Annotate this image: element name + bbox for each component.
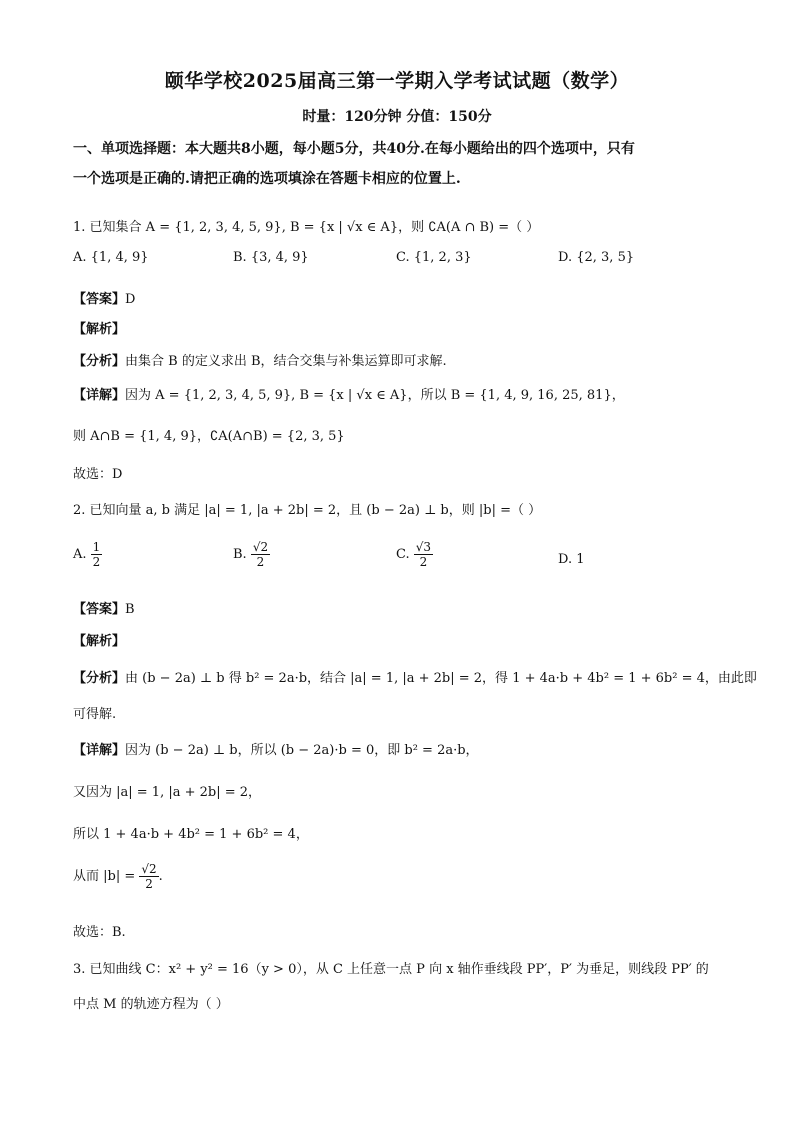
q2-answer bbox=[73, 598, 135, 617]
q1-fenxi bbox=[73, 350, 447, 369]
q1-answer bbox=[73, 288, 135, 307]
q1-detail-1 bbox=[73, 384, 625, 403]
exam-time-score: 时量：120分钟 分值：150分 bbox=[302, 109, 492, 125]
q2-stem: 2. 已知向量 a, b 满足 |a| = 1, |a + 2b| = 2，且 (b − 2a) ⊥ b，则 |b| =（ ） bbox=[73, 503, 542, 518]
q3-stem-2: 中点 M 的轨迹方程为（ ） bbox=[73, 997, 229, 1012]
q1-analysis-tag: 【解析】 bbox=[73, 322, 126, 337]
q2-detail-2: 又因为 |a| = 1, |a + 2b| = 2， bbox=[73, 785, 262, 800]
detail-tag: 【详解】 bbox=[73, 743, 126, 758]
answer-value: B bbox=[125, 602, 135, 617]
q2-option-c bbox=[396, 540, 433, 569]
section-heading-line-2: 一个选项是正确的.请把正确的选项填涂在答题卡相应的位置上. bbox=[73, 171, 461, 187]
q2-option-b bbox=[233, 540, 270, 569]
detail-tag: 【详解】 bbox=[73, 388, 126, 403]
denominator: 2 bbox=[419, 555, 428, 569]
detail-text: 因为 A = {1, 2, 3, 4, 5, 9}, B = {x | √x ∈ A}，所以 B = {1, 4, 9, 16, 25, 81}， bbox=[125, 388, 625, 403]
q1-stem: 1. 已知集合 A = {1, 2, 3, 4, 5, 9}, B = {x | √x ∈ A}，则 ∁A(A ∩ B) =（ ） bbox=[73, 220, 540, 235]
detail-text: 因为 (b − 2a) ⊥ b，所以 (b − 2a)·b = 0，即 b² = 2a·b， bbox=[125, 743, 479, 758]
answer-value: D bbox=[125, 292, 136, 307]
q1-option-c: C. {1, 2, 3} bbox=[396, 250, 472, 265]
detail-prefix: 从而 |b| = bbox=[73, 869, 136, 884]
fenxi-tag: 【分析】 bbox=[73, 671, 126, 686]
q2-analysis-tag: 【解析】 bbox=[73, 634, 126, 649]
fenxi-tag: 【分析】 bbox=[73, 354, 126, 369]
fraction bbox=[91, 540, 103, 569]
section-heading-line-1: 一、单项选择题：本大题共8小题，每小题5分，共40分.在每小题给出的四个选项中，只有 bbox=[73, 141, 635, 157]
q2-fenxi-1 bbox=[73, 667, 757, 686]
numerator: 1 bbox=[92, 540, 101, 554]
numerator: √3 bbox=[415, 540, 432, 554]
q2-choose: 故选：B. bbox=[73, 925, 126, 940]
q1-option-a: A. {1, 4, 9} bbox=[73, 250, 149, 265]
numerator: √2 bbox=[141, 862, 157, 876]
q2-option-d: D. 1 bbox=[558, 552, 585, 567]
page-title: 颐华学校2025届高三第一学期入学考试试题（数学） bbox=[164, 70, 630, 92]
fenxi-text: 由 (b − 2a) ⊥ b 得 b² = 2a·b，结合 |a| = 1, |a + 2b| = 2，得 1 + 4a·b + 4b² = 1 + 6b² = 4，由此即 bbox=[125, 671, 757, 686]
fraction bbox=[251, 540, 270, 569]
q2-option-a bbox=[73, 540, 102, 569]
denominator: 2 bbox=[256, 555, 265, 569]
q2-fenxi-2: 可得解. bbox=[73, 707, 117, 722]
q1-choose: 故选：D bbox=[73, 467, 123, 482]
q3-stem-1: 3. 已知曲线 C：x² + y² = 16（y > 0），从 C 上任意一点 P 向 x 轴作垂线段 PP′，P′ 为垂足，则线段 PP′ 的 bbox=[73, 962, 709, 977]
fenxi-text: 由集合 B 的定义求出 B，结合交集与补集运算即可求解. bbox=[125, 354, 447, 369]
denominator: 2 bbox=[92, 555, 101, 569]
fraction bbox=[139, 862, 158, 891]
answer-tag: 【答案】 bbox=[73, 292, 126, 307]
option-label: C. bbox=[396, 547, 410, 562]
q1-option-b: B. {3, 4, 9} bbox=[233, 250, 309, 265]
answer-tag: 【答案】 bbox=[73, 602, 126, 617]
q1-detail-2: 则 A∩B = {1, 4, 9}，∁A(A∩B) = {2, 3, 5} bbox=[73, 429, 345, 444]
option-label: B. bbox=[233, 547, 247, 562]
fraction bbox=[414, 540, 433, 569]
q2-detail-3: 所以 1 + 4a·b + 4b² = 1 + 6b² = 4， bbox=[73, 827, 309, 842]
denominator: 2 bbox=[145, 877, 153, 891]
option-label: A. bbox=[73, 547, 87, 562]
numerator: √2 bbox=[252, 540, 269, 554]
q2-detail-1 bbox=[73, 739, 479, 758]
q2-detail-4: 从而 |b| = $\frac{√2}{2}$ . bbox=[73, 862, 163, 891]
q1-option-d: D. {2, 3, 5} bbox=[558, 250, 635, 265]
